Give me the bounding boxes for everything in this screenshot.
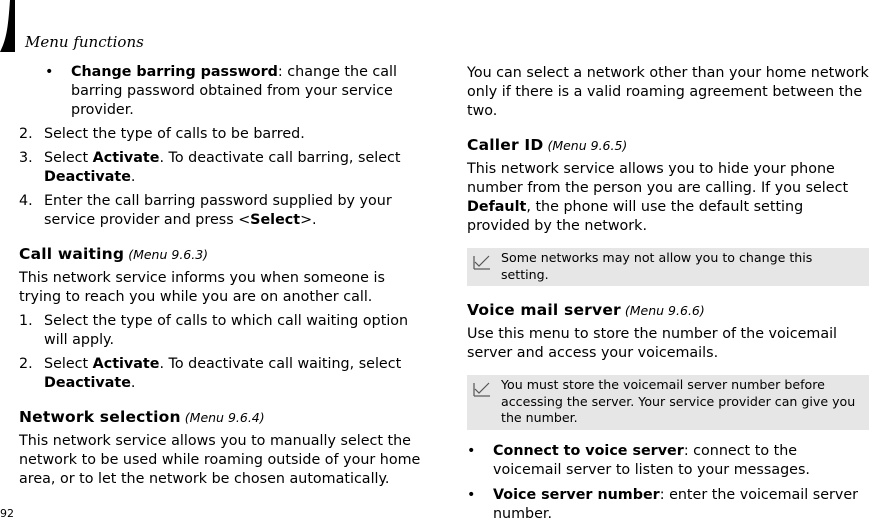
note-check-icon <box>472 379 492 399</box>
section-heading-network-selection <box>19 408 427 427</box>
step-text: Select <box>44 356 93 372</box>
bullet-dot: • <box>467 442 476 459</box>
heading-title: Network selection <box>19 408 181 426</box>
step-text: Select the type of calls to which call waiting option will apply. <box>44 313 409 348</box>
bullet-text: : connect to the voicemail server to listen to your messages. <box>493 442 810 478</box>
menu-ref: (Menu 9.6.5) <box>547 138 628 153</box>
bullet-text: : enter the voicemail server number. <box>493 486 859 522</box>
bullet-term: Connect to voice server <box>493 442 684 459</box>
step-number: 1. <box>19 313 33 329</box>
step-item <box>19 149 427 187</box>
paragraph-bold: Default <box>467 199 527 215</box>
section-paragraph: This network service informs you when someone is trying to reach you while you are on another call. <box>19 270 385 305</box>
bullet-voice-server-number <box>467 486 869 524</box>
bullet-dot: • <box>467 486 476 503</box>
note-box <box>467 248 869 286</box>
menu-ref: (Menu 9.6.3) <box>128 247 209 262</box>
heading-title: Call waiting <box>19 245 125 263</box>
menu-ref: (Menu 9.6.4) <box>184 410 265 425</box>
page-number: 92 <box>0 507 14 520</box>
section-heading-caller-id <box>467 136 869 155</box>
bullet-connect-to-voice-server <box>467 442 869 480</box>
step-text: Select <box>44 150 93 166</box>
step-item <box>19 312 427 350</box>
section-heading-call-waiting <box>19 245 427 264</box>
note-text: You must store the voicemail server number before accessing the server. Your service provider can give you the number. <box>501 377 856 425</box>
page-header-title: Menu functions <box>25 33 144 51</box>
step-item <box>19 355 427 393</box>
left-column <box>19 60 427 489</box>
step-bold: Deactivate <box>44 375 131 391</box>
step-bold: Activate <box>92 150 160 166</box>
step-number: 2. <box>19 126 33 142</box>
step-bold: Select <box>250 212 301 228</box>
step-number: 3. <box>19 150 33 166</box>
step-number: 4. <box>19 193 33 209</box>
note-box <box>467 375 869 430</box>
bullet-dot: • <box>45 64 54 80</box>
right-column <box>467 60 869 524</box>
bullet-term: Voice server number <box>493 486 660 503</box>
step-text: Select the type of calls to be barred. <box>44 126 305 142</box>
paragraph-text: This network service allows you to hide your phone number from the person you are calling. If you select <box>467 161 849 196</box>
header-accent-bar <box>0 0 15 52</box>
step-text: . To deactivate call waiting, select <box>159 356 402 372</box>
step-item <box>19 125 427 144</box>
bullet-term: Change barring password <box>71 64 278 80</box>
step-item <box>19 192 427 230</box>
section-heading-voice-mail-server <box>467 301 869 320</box>
step-text: >. <box>300 212 317 228</box>
roaming-paragraph: You can select a network other than your home network only if there is a valid roaming agreement between the two. <box>467 65 869 119</box>
bullet-text: : change the call barring password obtained from your service provider. <box>71 64 398 118</box>
section-paragraph: Use this menu to store the number of the voicemail server and access your voicemails. <box>467 326 838 361</box>
heading-title: Caller ID <box>467 136 544 154</box>
note-text: Some networks may not allow you to change this setting. <box>501 250 813 282</box>
section-paragraph: This network service allows you to manually select the network to be used while roaming outside of your home area, or to let the network be chosen automatically. <box>19 433 421 487</box>
step-text: . To deactivate call barring, select <box>159 150 401 166</box>
step-text: Enter the call barring password supplied by your service provider and press < <box>44 193 392 228</box>
paragraph-text: , the phone will use the default setting provided by the network. <box>467 199 804 234</box>
menu-ref: (Menu 9.6.6) <box>624 303 705 318</box>
section-paragraph <box>467 160 869 236</box>
note-check-icon <box>472 252 492 272</box>
step-bold: Activate <box>92 356 160 372</box>
step-text: . <box>130 375 136 391</box>
step-text: . <box>130 169 136 185</box>
step-number: 2. <box>19 356 33 372</box>
step-bold: Deactivate <box>44 169 131 185</box>
bullet-change-barring-password <box>19 63 427 120</box>
heading-title: Voice mail server <box>467 301 621 319</box>
